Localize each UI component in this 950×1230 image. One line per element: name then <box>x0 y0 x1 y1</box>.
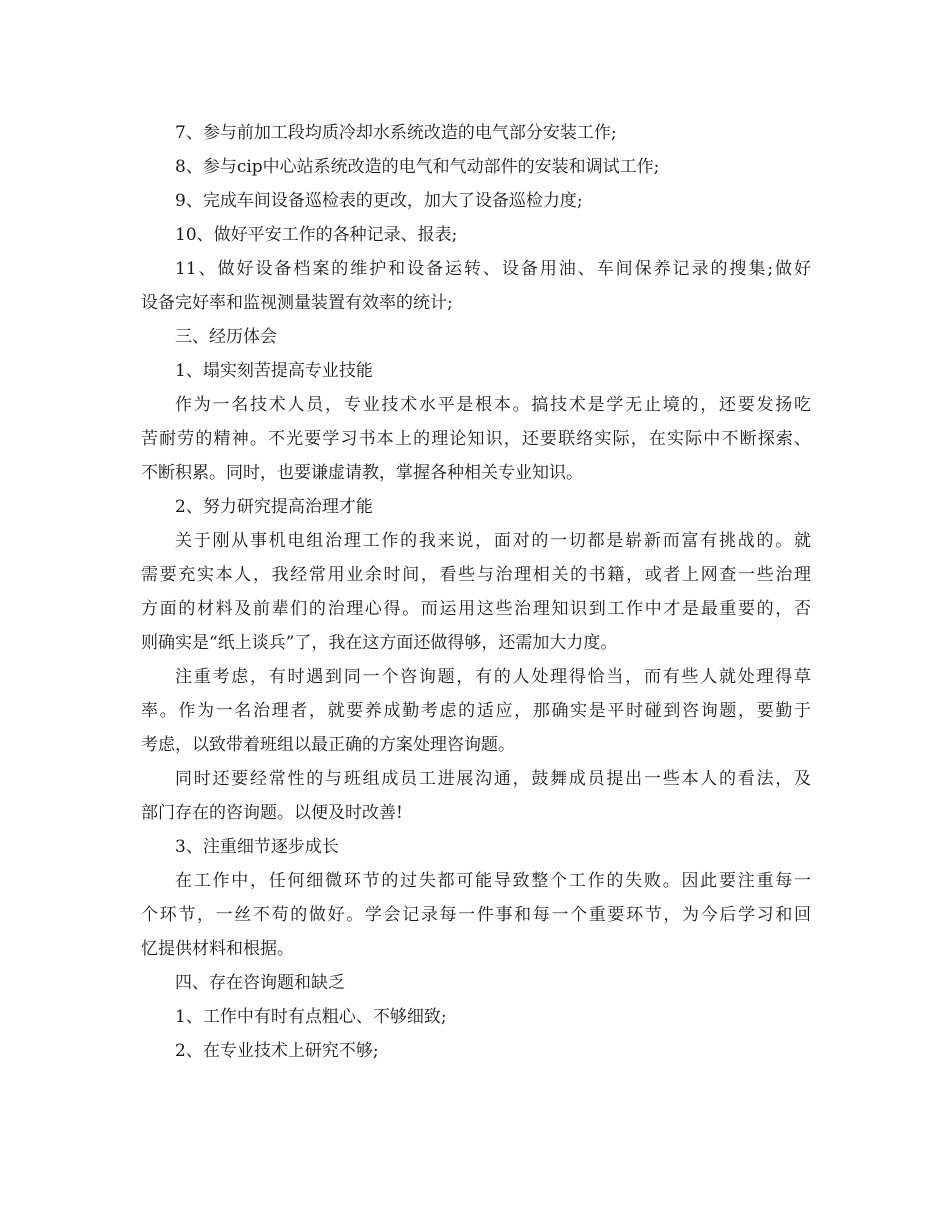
text-line: 个环节，一丝不苟的做好。学会记录每一件事和每一个重要环节，为今后学习和回 <box>141 905 811 925</box>
subsection-heading: 1、塌实刻苦提高专业技能 <box>175 361 373 381</box>
text-line: 忆提供材料和根据。 <box>141 939 294 959</box>
list-item: 2、在专业技术上研究不够; <box>175 1041 379 1061</box>
list-item: 1、工作中有时有点粗心、不够细致; <box>175 1007 447 1027</box>
text-line: 注重考虑，有时遇到同一个咨询题，有的人处理得恰当，而有些人就处理得草 <box>175 667 811 687</box>
text-line: 10、做好平安工作的各种记录、报表; <box>175 225 458 245</box>
text-line: 方面的材料及前辈们的治理心得。而运用这些治理知识到工作中才是最重要的，否 <box>141 599 811 619</box>
text-line: 关于刚从事机电组治理工作的我来说，面对的一切都是崭新而富有挑战的。就 <box>175 531 811 551</box>
text-line: 需要充实本人，我经常用业余时间，看些与治理相关的书籍，或者上网查一些治理 <box>141 565 811 585</box>
text-line: 在工作中，任何细微环节的过失都可能导致整个工作的失败。因此要注重每一 <box>175 871 811 891</box>
section-heading: 四、存在咨询题和缺乏 <box>175 973 345 993</box>
document-body <box>141 116 811 1068</box>
text-line: 则确实是“纸上谈兵”了，我在这方面还做得够，还需加大力度。 <box>141 633 618 653</box>
text-line: 部门存在的咨询题。以便及时改善! <box>141 803 403 823</box>
text-line: 同时还要经常性的与班组成员工进展沟通，鼓舞成员提出一些本人的看法，及 <box>175 769 811 789</box>
text-line: 作为一名技术人员，专业技术水平是根本。搞技术是学无止境的，还要发扬吃 <box>175 395 811 415</box>
text-line: 9、完成车间设备巡检表的更改，加大了设备巡检力度; <box>175 191 583 211</box>
text-line: 7、参与前加工段均质冷却水系统改造的电气部分安装工作; <box>175 123 617 143</box>
text-line: 设备完好率和监视测量装置有效率的统计; <box>141 293 453 313</box>
text-line: 11、做好设备档案的维护和设备运转、设备用油、车间保养记录的搜集;做好 <box>175 259 811 279</box>
text-line: 苦耐劳的精神。不光要学习书本上的理论知识，还要联络实际，在实际中不断探索、 <box>141 429 811 449</box>
subsection-heading: 3、注重细节逐步成长 <box>175 837 339 857</box>
text-line: 率。作为一名治理者，就要养成勤考虑的适应，那确实是平时碰到咨询题，要勤于 <box>141 701 811 721</box>
section-heading: 三、经历体会 <box>175 327 277 347</box>
text-line: 考虑，以致带着班组以最正确的方案处理咨询题。 <box>141 735 515 755</box>
text-line: 不断积累。同时，也要谦虚请教，掌握各种相关专业知识。 <box>141 463 583 483</box>
text-line: 8、参与cip中心站系统改造的电气和气动部件的安装和调试工作; <box>175 157 660 177</box>
subsection-heading: 2、努力研究提高治理才能 <box>175 497 373 517</box>
